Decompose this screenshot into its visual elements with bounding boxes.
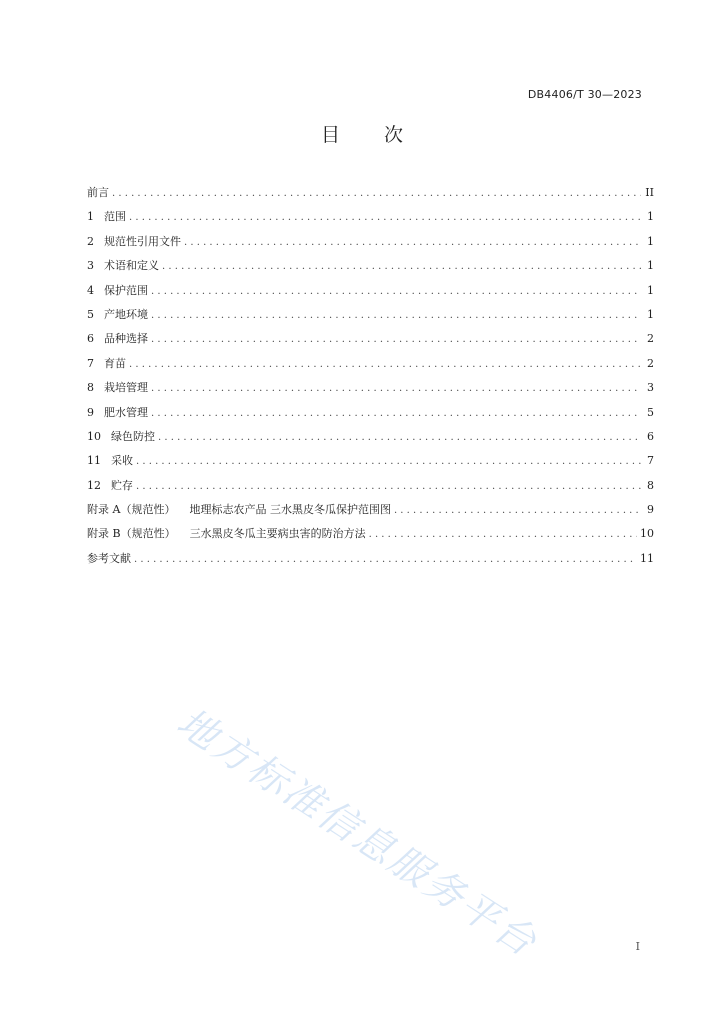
toc-leader-dots <box>151 286 641 297</box>
toc-entry-text: 采收 <box>111 454 133 468</box>
toc-entry-number: 6 <box>87 332 94 346</box>
toc-entry-number: 11 <box>87 454 101 468</box>
toc-entry-page: II <box>645 186 654 199</box>
toc-leader-dots <box>129 359 641 370</box>
toc-entry-1[interactable] <box>87 208 654 232</box>
toc-entry-page: 10 <box>640 527 654 541</box>
toc-entry-number: 1 <box>87 210 94 224</box>
toc-entry-6[interactable] <box>87 330 654 354</box>
toc-leader-dots <box>136 481 641 492</box>
toc-entry-text: 绿色防控 <box>111 429 155 443</box>
toc-entry-9[interactable] <box>87 404 654 428</box>
toc-entry-number: 5 <box>87 307 94 321</box>
toc-leader-dots <box>151 408 641 419</box>
toc-entry-page: 1 <box>647 234 654 248</box>
toc-entry-text: 地理标志农产品 三水黑皮冬瓜保护范围图 <box>189 503 391 517</box>
toc-entry-number: 2 <box>87 234 94 248</box>
toc-entry-number: 附录 B（规范性） <box>87 527 176 541</box>
toc-entry-appendix-a[interactable] <box>87 501 654 525</box>
toc-entry-text: 术语和定义 <box>104 259 159 273</box>
toc-entry-number: 3 <box>87 259 94 273</box>
toc-leader-dots <box>134 554 637 565</box>
toc-leader-dots <box>184 237 641 248</box>
toc-entry-number: 7 <box>87 356 94 370</box>
toc-entry-text: 规范性引用文件 <box>104 234 181 248</box>
toc-leader-dots <box>129 212 641 223</box>
toc-entry-text: 参考文献 <box>87 551 131 565</box>
toc-leader-dots <box>394 505 641 516</box>
toc-entry-page: 9 <box>647 503 654 517</box>
toc-entry-number: 10 <box>87 429 101 443</box>
toc-entry-page: 3 <box>647 381 654 395</box>
toc-entry-text: 前言 <box>87 186 109 199</box>
toc-leader-dots <box>369 529 637 540</box>
toc-entry-appendix-b[interactable] <box>87 525 654 549</box>
toc-entry-3[interactable] <box>87 257 654 281</box>
title-part-2: 次 <box>384 124 404 146</box>
toc-entry-references[interactable] <box>87 550 654 574</box>
toc-entry-foreword[interactable] <box>87 184 654 208</box>
toc-entry-page: 1 <box>647 259 654 273</box>
toc-leader-dots <box>151 334 641 345</box>
page-title <box>0 120 724 147</box>
toc-leader-dots <box>162 261 641 272</box>
toc-entry-page: 6 <box>647 429 654 443</box>
toc-entry-page: 1 <box>647 210 654 224</box>
toc-entry-number: 9 <box>87 405 94 419</box>
toc-leader-dots <box>151 383 641 394</box>
toc-entry-text: 栽培管理 <box>104 381 148 395</box>
toc-entry-5[interactable] <box>87 306 654 330</box>
toc-entry-page: 11 <box>640 551 654 565</box>
toc-entry-page: 1 <box>647 283 654 297</box>
title-part-1: 目 <box>320 124 340 146</box>
document-code: DB4406/T 30—2023 <box>527 88 642 101</box>
toc-entry-page: 5 <box>647 405 654 419</box>
toc-leader-dots <box>136 456 641 467</box>
toc-entry-text: 肥水管理 <box>104 405 148 419</box>
toc-entry-number: 4 <box>87 283 94 297</box>
toc-entry-text: 品种选择 <box>104 332 148 346</box>
toc-entry-12[interactable] <box>87 477 654 501</box>
watermark-text: 地方标准信息服务平台 <box>168 700 546 967</box>
toc-entry-4[interactable] <box>87 282 654 306</box>
toc-entry-8[interactable] <box>87 379 654 403</box>
table-of-contents <box>87 184 654 574</box>
toc-entry-page: 1 <box>647 307 654 321</box>
toc-leader-dots <box>158 432 641 443</box>
toc-entry-text: 产地环境 <box>104 307 148 321</box>
toc-entry-number: 附录 A（规范性） <box>87 503 176 517</box>
toc-leader-dots <box>112 188 641 199</box>
toc-entry-text: 育苗 <box>104 356 126 370</box>
toc-entry-7[interactable] <box>87 355 654 379</box>
toc-entry-10[interactable] <box>87 428 654 452</box>
toc-entry-text: 范围 <box>104 210 126 224</box>
toc-leader-dots <box>151 310 641 321</box>
toc-entry-11[interactable] <box>87 452 654 476</box>
toc-entry-page: 2 <box>647 356 654 370</box>
toc-entry-text: 贮存 <box>111 478 133 492</box>
toc-entry-page: 2 <box>647 332 654 346</box>
toc-entry-2[interactable] <box>87 233 654 257</box>
toc-entry-page: 7 <box>647 454 654 468</box>
toc-entry-page: 8 <box>647 478 654 492</box>
toc-entry-text: 保护范围 <box>104 283 148 297</box>
toc-entry-number: 8 <box>87 381 94 395</box>
toc-entry-number: 12 <box>87 478 101 492</box>
page-number: I <box>635 940 640 953</box>
toc-entry-text: 三水黑皮冬瓜主要病虫害的防治方法 <box>189 527 366 541</box>
